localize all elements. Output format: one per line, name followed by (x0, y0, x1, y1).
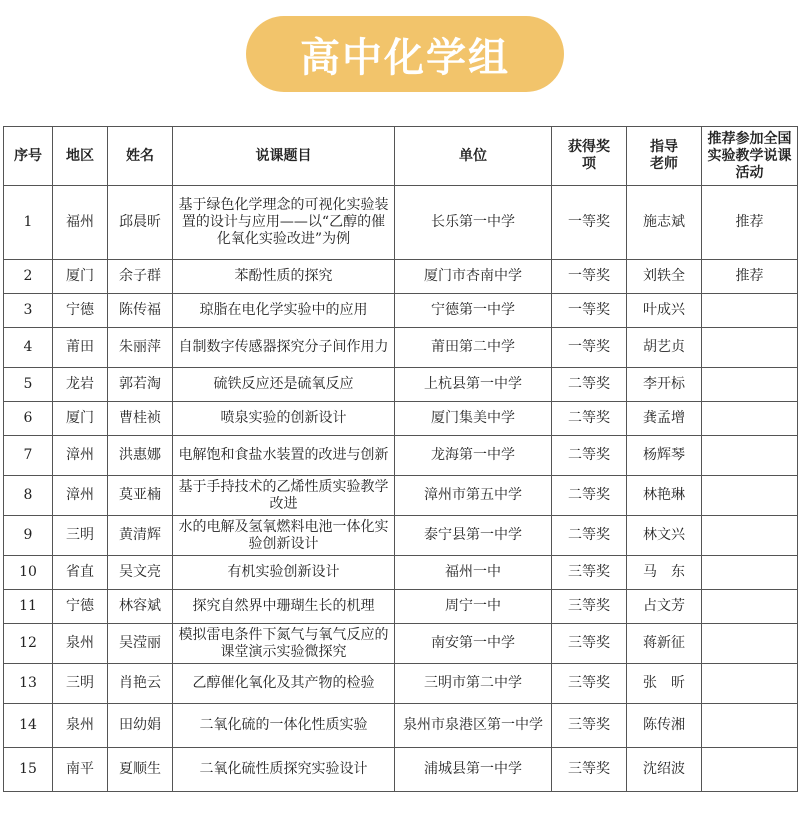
table-row (4, 368, 798, 402)
row-award-cell: 二等奖 (552, 476, 627, 516)
row-topic-cell: 二氧化硫的一体化性质实验 (173, 704, 395, 748)
table-row (4, 402, 798, 436)
row-award-cell: 三等奖 (552, 664, 627, 704)
row-award-cell: 二等奖 (552, 368, 627, 402)
table-row (4, 260, 798, 294)
row-topic-cell: 自制数字传感器探究分子间作用力 (173, 328, 395, 368)
row-recommend-cell (702, 368, 798, 402)
row-index-cell: 3 (4, 294, 53, 328)
table-row (4, 704, 798, 748)
row-school-cell: 浦城县第一中学 (395, 748, 552, 792)
row-topic-cell: 有机实验创新设计 (173, 556, 395, 590)
row-award-cell: 三等奖 (552, 624, 627, 664)
row-advisor-cell: 李开标 (627, 368, 702, 402)
row-recommend-cell (702, 664, 798, 704)
row-index-cell: 6 (4, 402, 53, 436)
row-topic-cell: 乙醇催化氧化及其产物的检验 (173, 664, 395, 704)
row-award-cell: 一等奖 (552, 260, 627, 294)
row-school-cell: 泰宁县第一中学 (395, 516, 552, 556)
row-award-cell: 三等奖 (552, 704, 627, 748)
row-award-cell: 二等奖 (552, 516, 627, 556)
row-index-cell: 9 (4, 516, 53, 556)
table-row (4, 294, 798, 328)
row-topic-cell: 基于手持技术的乙烯性质实验教学改进 (173, 476, 395, 516)
row-school-cell: 龙海第一中学 (395, 436, 552, 476)
row-topic-cell: 基于绿色化学理念的可视化实验装置的设计与应用——以“乙醇的催化氧化实验改进”为例 (173, 186, 395, 260)
row-topic-cell: 喷泉实验的创新设计 (173, 402, 395, 436)
row-name-cell: 陈传福 (108, 294, 173, 328)
row-award-cell: 三等奖 (552, 590, 627, 624)
row-recommend-cell (702, 476, 798, 516)
row-index-cell: 2 (4, 260, 53, 294)
row-name-cell: 田幼娟 (108, 704, 173, 748)
row-school-cell: 南安第一中学 (395, 624, 552, 664)
row-name-cell: 吴滢丽 (108, 624, 173, 664)
header-award: 获得奖项 (552, 127, 627, 186)
header-topic: 说课题目 (173, 127, 395, 186)
row-region-cell: 宁德 (53, 590, 108, 624)
row-recommend-cell (702, 556, 798, 590)
row-index-cell: 11 (4, 590, 53, 624)
row-name-cell: 林容斌 (108, 590, 173, 624)
row-recommend-cell (702, 402, 798, 436)
row-school-cell: 福州一中 (395, 556, 552, 590)
row-school-cell: 周宁一中 (395, 590, 552, 624)
header-region: 地区 (53, 127, 108, 186)
row-advisor-cell: 蒋新征 (627, 624, 702, 664)
row-topic-cell: 硫铁反应还是硫氧反应 (173, 368, 395, 402)
row-name-cell: 肖艳云 (108, 664, 173, 704)
table-row (4, 516, 798, 556)
row-recommend-cell (702, 748, 798, 792)
row-index-cell: 13 (4, 664, 53, 704)
table-row (4, 624, 798, 664)
row-school-cell: 上杭县第一中学 (395, 368, 552, 402)
award-table (3, 126, 798, 792)
row-school-cell: 漳州市第五中学 (395, 476, 552, 516)
row-award-cell: 一等奖 (552, 328, 627, 368)
row-school-cell: 莆田第二中学 (395, 328, 552, 368)
table-row (4, 328, 798, 368)
page-title: 高中化学组 (300, 34, 510, 81)
row-advisor-cell: 占文芳 (627, 590, 702, 624)
row-recommend-cell: 推荐 (702, 186, 798, 260)
row-school-cell: 宁德第一中学 (395, 294, 552, 328)
row-index-cell: 4 (4, 328, 53, 368)
table-row (4, 590, 798, 624)
row-name-cell: 洪惠娜 (108, 436, 173, 476)
header-recommend: 推荐参加全国实验教学说课活动 (702, 127, 798, 186)
row-name-cell: 郭若淘 (108, 368, 173, 402)
row-advisor-cell: 杨辉琴 (627, 436, 702, 476)
row-advisor-cell: 施志斌 (627, 186, 702, 260)
row-advisor-cell: 张 昕 (627, 664, 702, 704)
row-school-cell: 厦门市杏南中学 (395, 260, 552, 294)
row-index-cell: 8 (4, 476, 53, 516)
row-recommend-cell (702, 704, 798, 748)
table-row (4, 556, 798, 590)
title-banner (246, 16, 564, 92)
row-index-cell: 15 (4, 748, 53, 792)
row-topic-cell: 水的电解及氢氧燃料电池一体化实验创新设计 (173, 516, 395, 556)
row-advisor-cell: 林文兴 (627, 516, 702, 556)
row-region-cell: 泉州 (53, 704, 108, 748)
row-advisor-cell: 刘轶全 (627, 260, 702, 294)
header-advisor: 指导老师 (627, 127, 702, 186)
row-advisor-cell: 马 东 (627, 556, 702, 590)
row-school-cell: 厦门集美中学 (395, 402, 552, 436)
row-topic-cell: 模拟雷电条件下氮气与氧气反应的课堂演示实验微探究 (173, 624, 395, 664)
row-school-cell: 长乐第一中学 (395, 186, 552, 260)
row-award-cell: 二等奖 (552, 436, 627, 476)
row-index-cell: 5 (4, 368, 53, 402)
row-award-cell: 三等奖 (552, 556, 627, 590)
row-recommend-cell (702, 436, 798, 476)
row-index-cell: 12 (4, 624, 53, 664)
row-region-cell: 三明 (53, 664, 108, 704)
row-school-cell: 三明市第二中学 (395, 664, 552, 704)
row-region-cell: 厦门 (53, 260, 108, 294)
row-recommend-cell (702, 328, 798, 368)
row-advisor-cell: 陈传湘 (627, 704, 702, 748)
table-row (4, 664, 798, 704)
row-index-cell: 10 (4, 556, 53, 590)
row-region-cell: 莆田 (53, 328, 108, 368)
row-region-cell: 福州 (53, 186, 108, 260)
row-index-cell: 7 (4, 436, 53, 476)
row-name-cell: 吴文亮 (108, 556, 173, 590)
row-recommend-cell (702, 516, 798, 556)
row-advisor-cell: 叶成兴 (627, 294, 702, 328)
row-recommend-cell (702, 294, 798, 328)
row-advisor-cell: 胡艺贞 (627, 328, 702, 368)
row-topic-cell: 二氧化硫性质探究实验设计 (173, 748, 395, 792)
row-index-cell: 1 (4, 186, 53, 260)
row-advisor-cell: 林艳琳 (627, 476, 702, 516)
row-region-cell: 南平 (53, 748, 108, 792)
table-row (4, 748, 798, 792)
row-award-cell: 二等奖 (552, 402, 627, 436)
row-award-cell: 一等奖 (552, 294, 627, 328)
table-row (4, 436, 798, 476)
row-region-cell: 三明 (53, 516, 108, 556)
row-topic-cell: 探究自然界中珊瑚生长的机理 (173, 590, 395, 624)
row-award-cell: 一等奖 (552, 186, 627, 260)
header-index: 序号 (4, 127, 53, 186)
row-topic-cell: 电解饱和食盐水装置的改进与创新 (173, 436, 395, 476)
row-recommend-cell (702, 590, 798, 624)
table-row (4, 476, 798, 516)
row-name-cell: 余子群 (108, 260, 173, 294)
row-region-cell: 漳州 (53, 476, 108, 516)
row-region-cell: 泉州 (53, 624, 108, 664)
row-name-cell: 朱丽萍 (108, 328, 173, 368)
row-index-cell: 14 (4, 704, 53, 748)
row-region-cell: 龙岩 (53, 368, 108, 402)
row-name-cell: 莫亚楠 (108, 476, 173, 516)
row-advisor-cell: 沈绍波 (627, 748, 702, 792)
row-name-cell: 曹桂祯 (108, 402, 173, 436)
row-region-cell: 漳州 (53, 436, 108, 476)
row-region-cell: 省直 (53, 556, 108, 590)
header-name: 姓名 (108, 127, 173, 186)
table-row (4, 186, 798, 260)
row-name-cell: 夏顺生 (108, 748, 173, 792)
row-name-cell: 邱晨昕 (108, 186, 173, 260)
header-school: 单位 (395, 127, 552, 186)
row-topic-cell: 琼脂在电化学实验中的应用 (173, 294, 395, 328)
row-recommend-cell (702, 624, 798, 664)
row-school-cell: 泉州市泉港区第一中学 (395, 704, 552, 748)
row-topic-cell: 苯酚性质的探究 (173, 260, 395, 294)
row-recommend-cell: 推荐 (702, 260, 798, 294)
row-region-cell: 厦门 (53, 402, 108, 436)
row-name-cell: 黄清辉 (108, 516, 173, 556)
header-row (4, 127, 798, 186)
row-region-cell: 宁德 (53, 294, 108, 328)
row-award-cell: 三等奖 (552, 748, 627, 792)
row-advisor-cell: 龚孟增 (627, 402, 702, 436)
